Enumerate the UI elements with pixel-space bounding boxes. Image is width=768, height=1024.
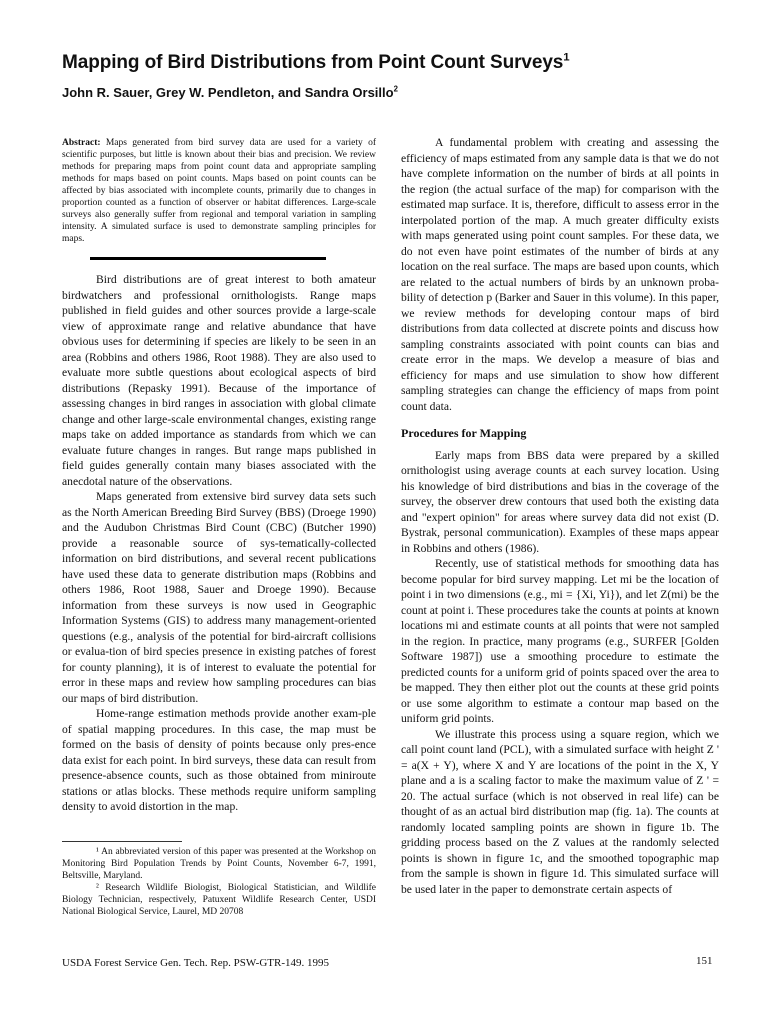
abstract-label: Abstract: <box>62 138 101 148</box>
footnote: ² Research Wildlife Biologist, Biological Statistician, and Wildlife Biology Technician, respectively, Patuxent Wildlife Research Center, USDI National Biological Service, Laurel, MD 20708 <box>62 883 376 917</box>
footnote-divider <box>62 841 182 842</box>
title-footnote-marker: 1 <box>563 51 570 64</box>
author-list: John R. Sauer, Grey W. Pendleton, and Sandra Orsillo$^2$ <box>62 84 398 100</box>
body-paragraph: Home-range estimation methods provide another exam-ple of spatial mapping procedures. In this case, the map must be formed on the basis of density of points because only pres-ence data exist for each point. In bird surveys, these data can result from presence-absence counts, such as those obtained from miniroute stations or atlas blocks. These methods require uniform sampling density to avoid distortion in the map. <box>62 707 376 813</box>
page-footer: USDA Forest Service Gen. Tech. Rep. PSW-GTR-149. 1995 <box>62 957 329 969</box>
section-heading: Procedures for Mapping <box>401 426 527 440</box>
abstract <box>62 137 376 245</box>
left-column <box>62 272 376 815</box>
body-paragraph: Early maps from BBS data were prepared by a skilled ornithologist using average counts at each survey location. Using his knowledge of bird distributions and bias in the coverage of the survey, the observer drew contours that used both the existing data and "expert opinion" for areas where survey data did not exist (D. Bystrak, personal communication). Examples of these maps appear in Robbins and others (1986). <box>401 448 719 555</box>
footnote: ¹ An abbreviated version of this paper was presented at the Workshop on Monitoring Bird Population Trends by Point Counts, November 6-7, 1991, Beltsville, Maryland. <box>62 847 376 881</box>
body-paragraph: We illustrate this process using a square region, which we call point count land (PCL), with a simulated surface with height Z ' = a(X + Y), where X and Y are locations of the point in the X, Y plane and a is a scaling factor to make the maximum value of Z ' = 20. The actual surface (which is not observed in real life) can be thought of as an actual bird distribution map (fig. 1a). The counts at randomly located sampling points are shown in figure 1b. The gridding process based on the Z values at the randomly selected points is shown in figure 1c, and the smoothed topographic map from the sample is shown in figure 1d. This simulated surface will be used later in the paper to demonstrate certain aspects of <box>401 727 719 896</box>
right-column <box>401 135 719 897</box>
footnotes <box>62 846 376 918</box>
body-paragraph: A fundamental problem with creating and assessing the efficiency of maps estimated from any sample data is that we do not have complete information on the number of birds at all points in the region (the actual surface of the map) for comparison with the estimated map surface. It is, therefore, difficult to assess error in the interpolated portion of the map. A much greater difficulty exists with maps generated using point count samples. For these data, we do not even have point estimates of the number of birds at any location on the real surface. The maps are based upon counts, which are related to the actual numbers of birds by an unknown proba-bility of detection p (Barker and Sauer in this volume). In this paper, we review methods for developing contour maps of bird distributions from data collected at discrete points and discuss how sampling constraints associated with point counts can bias and create error in the maps. We develop a measure of bias and efficiency for maps and use simulation to show how different sampling strategies can change the efficiency of maps from point count data. <box>401 136 719 413</box>
page-number: 151 <box>696 955 713 967</box>
abstract-text: Maps generated from bird survey data are used for a variety of scientific purposes, but little is known about their bias and precision. We review methods for preparing maps from point count data and appropriate sampling methods for maps based on point counts. Maps based on point counts can be affected by bias associated with incomplete counts, primarily due to changes in proportion counted as a function of observer or habitat differences. Large-scale surveys also generally suffer from regional and temporal variation in sampling intensity. A simulated surface is used to demonstrate sampling principles for maps. <box>62 138 376 244</box>
body-paragraph: Recently, use of statistical methods for smoothing data has become popular for bird survey mapping. Let mi be the location of point i in two dimensions (e.g., mi = {Xi, Yi}), and let Z(mi) be the count at point i. These procedures take the counts at points at known locations mi and estimate counts at all points that were not sampled in the region. In practice, many programs (e.g., SURFER [Golden Software 1987]) use a smoothing procedure to estimate the predicted counts for a uniform grid of points spaced over the area to be mapped. They then either plot out the counts at these grid points or use some algorithm to estimate a contour map based on the uniform grid points. <box>401 557 719 725</box>
body-paragraph: Maps generated from extensive bird survey data sets such as the North American Breeding Bird Survey (BBS) (Droege 1990) and the Audubon Christmas Bird Count (CBC) (Butcher 1990) provide a reasonable source of sys-tematically-collected information on bird distributions, and several recent publications have used these data to generate distribution maps (Robbins and others 1986, Root 1988, Sauer and Droege 1990). Because information from these surveys is now used in Geographic Information Systems (GIS) to address many management-oriented questions (e.g., analysis of the potential for bird-aircraft collisions or evalua-tion of bird species presence in existing patches of forest for county planning), it is of interest to evaluate the potential for error in these maps and review how sampling procedures can bias our maps of bird distribution. <box>62 490 376 705</box>
abstract-divider <box>90 257 326 260</box>
paper-title: Mapping of Bird Distributions from Point Count Surveys$^1$ <box>62 51 570 73</box>
authors-footnote-marker: 2 <box>393 84 398 94</box>
body-paragraph: Bird distributions are of great interest to both amateur birdwatchers and professional ornithologists. Range maps published in field guides and other sources provide a large-scale view of approximate range and relative abundance that have obvious uses for determining if species are likely to be seen in an area (Robbins and others 1986, Root 1988). They are also used to evaluate more subtle questions about ecological aspects of bird distributions (Repasky 1991). Because of the importance of assessing changes in bird ranges in association with global climate change and other large-scale environmental changes, existing range maps take on added importance as standards from which we can evaluate future changes in ranges. But range maps published in field guides generally contain many biases associated with the anecdotal nature of the observations. <box>62 273 376 488</box>
